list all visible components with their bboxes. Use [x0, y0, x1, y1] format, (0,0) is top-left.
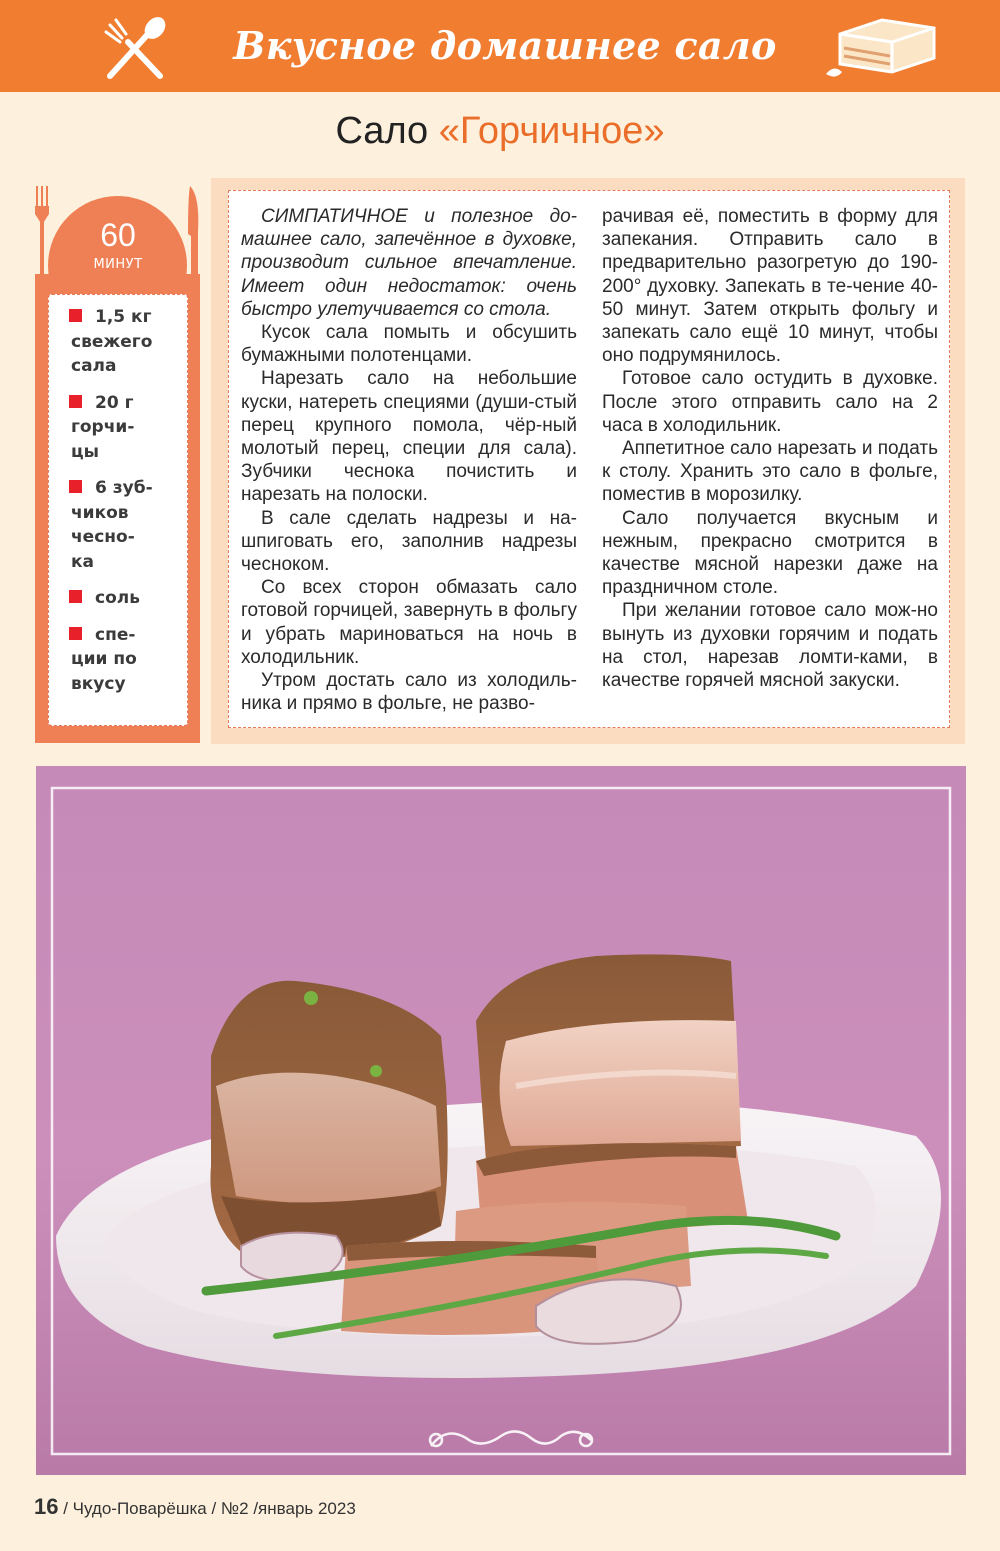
- publication-info: / Чудо-Поварёшка / №2 /январь 2023: [63, 1499, 356, 1518]
- ingredients-list: [49, 295, 187, 696]
- ingredient-item: 1,5 кг свежего сала: [71, 307, 153, 376]
- red-square-bullet: [69, 480, 82, 493]
- page-footer: [34, 1493, 356, 1521]
- step-paragraph: В сале сделать надрезы и на-шпиговать его, заполнив надрезы чесноком.: [241, 507, 577, 576]
- step-paragraph: При желании готовое сало мож-но вынуть из духовки горячим и подать на стол, нарезав ломти-ками, в качестве горячей мясной закуски.: [602, 600, 938, 692]
- step-paragraph: рачивая её, поместить в форму для запекания. Отправить сало в предварительно разогретую до 190-200° духовку. Запекать в те-чение 40-50 минут. Затем открыть фольгу и запекать сало ещё 10 минут, чтобы оно подрумянилось.: [602, 206, 938, 367]
- recipe-text-card: [228, 190, 950, 728]
- cooking-time-value: 60: [100, 217, 136, 253]
- recipe-title: [0, 106, 1000, 156]
- header-band: [0, 0, 1000, 92]
- red-square-bullet: [69, 627, 82, 640]
- red-square-bullet: [69, 590, 82, 603]
- red-square-bullet: [69, 395, 82, 408]
- step-paragraph: Готовое сало остудить в духовке. После этого отправить сало на 2 часа в холодильник.: [602, 368, 938, 436]
- step-paragraph: Сало получается вкусным и нежным, прекрасно смотрится в качестве мясной нарезки даже на праздничном столе.: [602, 507, 938, 599]
- step-paragraph: Нарезать сало на небольшие куски, натереть специями (души-стый перец крупного помола, чёр-ный молотый перец, специи для сала). Зубчики чеснока почистить и нарезать на полоски.: [241, 368, 577, 506]
- red-square-bullet: [69, 309, 82, 322]
- ingredient-item: 6 зуб- чиков чесно- ка: [71, 478, 153, 572]
- cooking-time-badge: [72, 206, 164, 298]
- recipe-title-plain: Сало: [335, 110, 429, 152]
- fork-icon: [35, 186, 49, 278]
- dish-illustration: [36, 766, 966, 1475]
- text-column-right: [602, 205, 938, 692]
- step-paragraph: Со всех сторон обмазать сало готовой горчицей, завернуть в фольгу и убрать мариноваться на ночь в холодильник.: [241, 577, 577, 668]
- page-number: 16: [34, 1494, 59, 1519]
- recipe-title-accent: «Горчичное»: [438, 110, 665, 152]
- ingredient-item: спе- ции по вкусу: [71, 624, 137, 694]
- step-paragraph: Утром достать сало из холодиль-ника и прямо в фольге, не разво-: [241, 670, 577, 715]
- knife-icon: [186, 186, 200, 278]
- intro-paragraph: СИМПАТИЧНОЕ и полезное до-машнее сало, запечённое в духовке, производит сильное впечатление. Имеет один недостаток: очень быстро улетучивается со стола.: [241, 206, 577, 320]
- step-paragraph: Аппетитное сало нарезать и подать к столу. Хранить это сало в фольге, поместив в морозилку.: [602, 438, 939, 506]
- cooking-time-unit: МИНУТ: [93, 257, 143, 272]
- ingredient-item: 20 г горчи- цы: [71, 392, 135, 462]
- step-paragraph: Кусок сала помыть и обсушить бумажными полотенцами.: [241, 322, 577, 367]
- section-title: Вкусное домашнее сало: [233, 23, 777, 68]
- text-column-left: [241, 205, 577, 715]
- ingredients-panel: [35, 186, 200, 743]
- fork-spoon-icon: [98, 14, 172, 84]
- ingredients-card: [48, 294, 188, 726]
- recipe-text-box: [211, 178, 965, 744]
- lard-slab-icon: [822, 14, 942, 82]
- dish-photo: [36, 766, 966, 1475]
- ingredient-item: соль: [71, 586, 187, 611]
